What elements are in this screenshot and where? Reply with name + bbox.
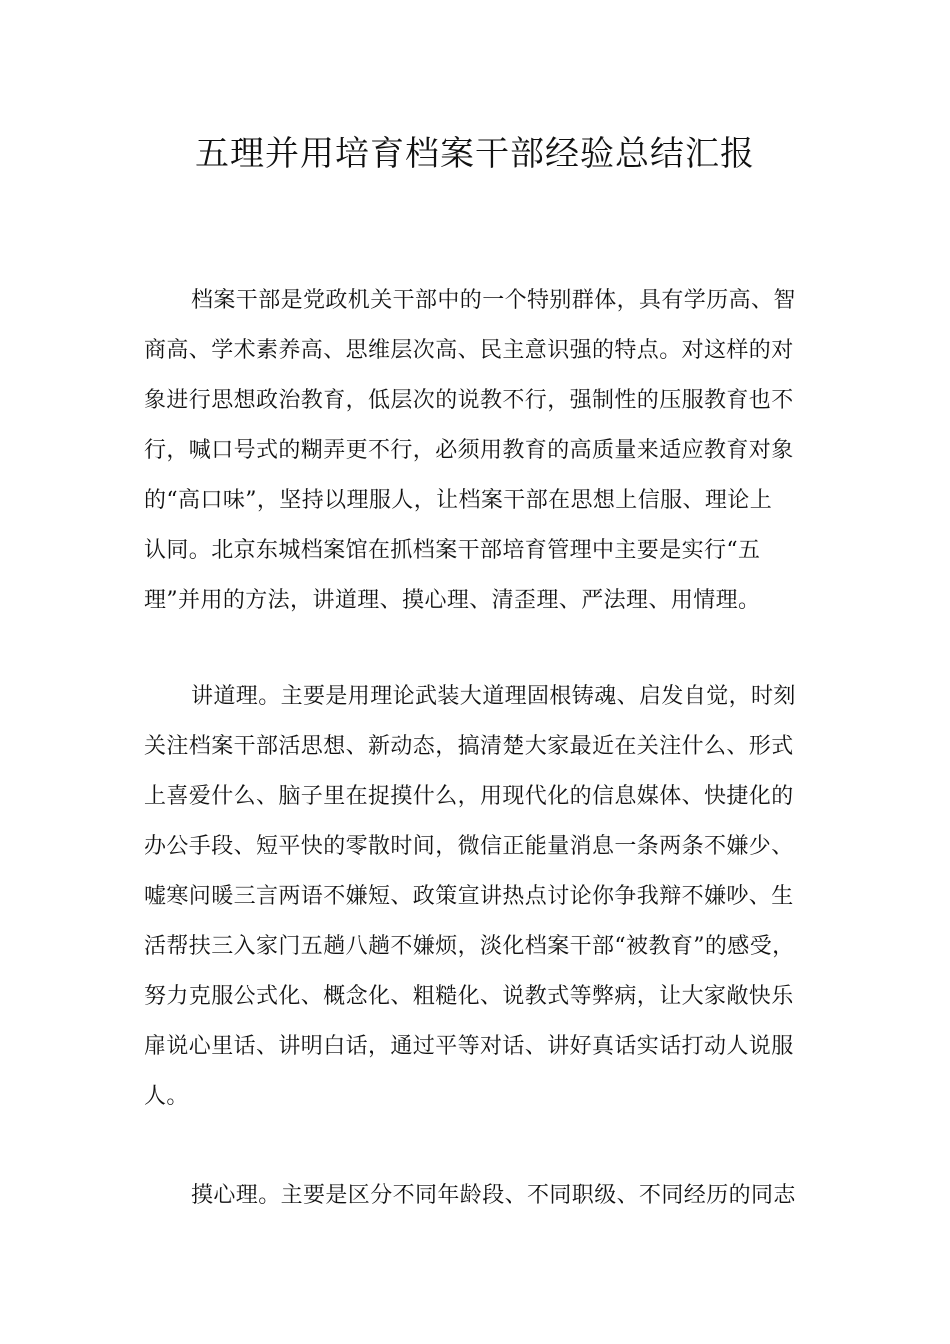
paragraph-1-line-7: 理”并用的方法，讲道理、摸心理、清歪理、严法理、用情理。	[144, 588, 761, 613]
paragraph-1-line-4: 行，喊口号式的糊弄更不行，必须用教育的高质量来适应教育对象	[144, 438, 794, 463]
paragraph-2-line-6: 活帮扶三入家门五趟八趟不嫌烦，淡化档案干部“被教育”的感受，	[144, 934, 795, 959]
paragraph-2-line-2: 关注档案干部活思想、新动态，搞清楚大家最近在关注什么、形式	[144, 734, 794, 759]
paragraph-2-line-7: 努力克服公式化、概念化、粗糙化、说教式等弊病，让大家敞快乐	[144, 984, 794, 1009]
paragraph-2-line-1: 讲道理。主要是用理论武装大道理固根铸魂、启发自觉，时刻	[191, 684, 796, 709]
paragraph-1-line-6: 认同。北京东城档案馆在抓档案干部培育管理中主要是实行“五	[144, 538, 761, 563]
paragraph-1-line-2: 商高、学术素养高、思维层次高、民主意识强的特点。对这样的对	[144, 338, 794, 363]
paragraph-2-line-5: 嘘寒问暖三言两语不嫌短、政策宣讲热点讨论你争我辩不嫌吵、生	[144, 884, 794, 909]
paragraph-2-line-8: 扉说心里话、讲明白话，通过平等对话、讲好真话实话打动人说服	[144, 1034, 794, 1059]
paragraph-2-line-3: 上喜爱什么、脑子里在捉摸什么，用现代化的信息媒体、快捷化的	[144, 784, 794, 809]
paragraph-1-line-1: 档案干部是党政机关干部中的一个特别群体，具有学历高、智	[191, 288, 796, 313]
document-title: 五理并用培育档案干部经验总结汇报	[195, 134, 755, 174]
paragraph-2-line-9: 人。	[144, 1084, 189, 1109]
paragraph-1-line-3: 象进行思想政治教育，低层次的说教不行，强制性的压服教育也不	[144, 388, 794, 413]
paragraph-3-line-1: 摸心理。主要是区分不同年龄段、不同职级、不同经历的同志	[191, 1183, 796, 1208]
paragraph-2-line-4: 办公手段、短平快的零散时间，微信正能量消息一条两条不嫌少、	[144, 834, 794, 859]
paragraph-1-line-5: 的“高口味”，坚持以理服人，让档案干部在思想上信服、理论上	[144, 488, 773, 513]
